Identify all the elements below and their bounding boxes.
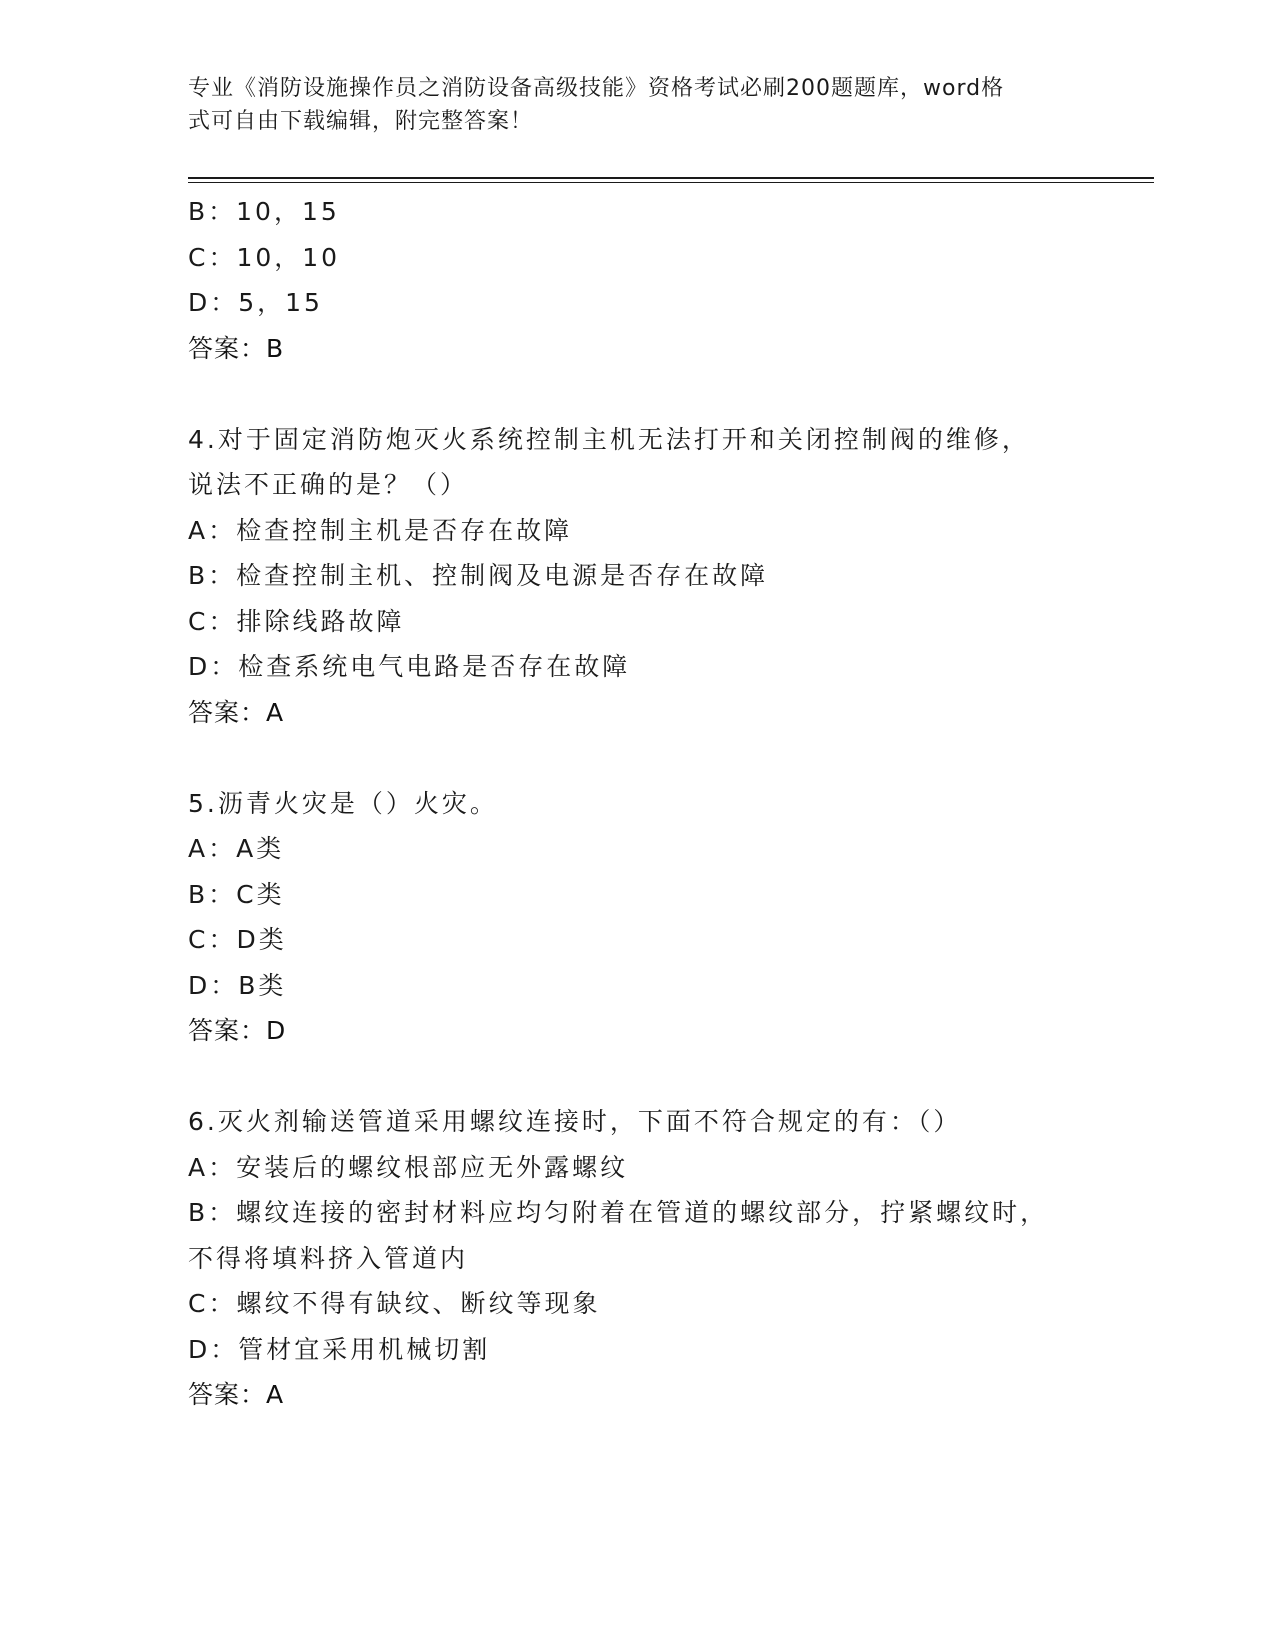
option-b: B：螺纹连接的密封材料应均匀附着在管道的螺纹部分，拧紧螺纹时， [188, 1198, 1049, 1227]
option-b-continued: 不得将填料挤入管道内 [188, 1243, 469, 1273]
option-d: D：B类 [188, 970, 287, 1000]
question-stem-line-1: 5.沥青火灾是（）火灾。 [188, 788, 498, 818]
option-c: C：螺纹不得有缺纹、断纹等现象 [188, 1289, 601, 1318]
option-c: C：10，10 [188, 242, 341, 272]
document-header [188, 72, 1068, 138]
option-d: D：管材宜采用机械切割 [188, 1334, 491, 1364]
question-5 [188, 781, 1088, 1054]
option-b: B：C类 [188, 879, 285, 909]
option-b: B：检查控制主机、控制阀及电源是否存在故障 [188, 561, 769, 590]
option-d: D：5，15 [188, 288, 323, 317]
answer-line: 答案：A [188, 1380, 285, 1409]
answer-line: 答案：A [188, 697, 285, 727]
header-divider-thin [188, 182, 1154, 183]
option-c: C：排除线路故障 [188, 606, 405, 636]
option-d: D：检查系统电气电路是否存在故障 [188, 652, 631, 681]
header-divider-thick [188, 177, 1154, 179]
option-a: A：A类 [188, 834, 285, 863]
question-3-continued [188, 189, 1088, 371]
answer-line: 答案：B [188, 333, 285, 363]
header-title-line-2: 式可自由下载编辑，附完整答案！ [188, 109, 534, 134]
question-4 [188, 417, 1088, 736]
question-list [188, 189, 1088, 1418]
answer-line: 答案：D [188, 1016, 287, 1045]
question-stem-line-2: 说法不正确的是？（） [188, 470, 469, 499]
header-title-line-1: 专业《消防设施操作员之消防设备高级技能》资格考试必刷200题题库，word格 [188, 76, 1005, 101]
question-spacer [188, 1054, 1088, 1100]
question-stem-line-1: 4.对于固定消防炮灭火系统控制主机无法打开和关闭控制阀的维修， [188, 424, 1030, 454]
question-6 [188, 1099, 1088, 1418]
option-a: A：安装后的螺纹根部应无外露螺纹 [188, 1152, 629, 1182]
question-spacer [188, 371, 1088, 417]
option-a: A：检查控制主机是否存在故障 [188, 515, 573, 545]
option-b: B：10，15 [188, 197, 340, 226]
option-c: C：D类 [188, 925, 287, 954]
question-spacer [188, 735, 1088, 781]
question-stem-line-1: 6.灭火剂输送管道采用螺纹连接时，下面不符合规定的有：（） [188, 1107, 962, 1136]
